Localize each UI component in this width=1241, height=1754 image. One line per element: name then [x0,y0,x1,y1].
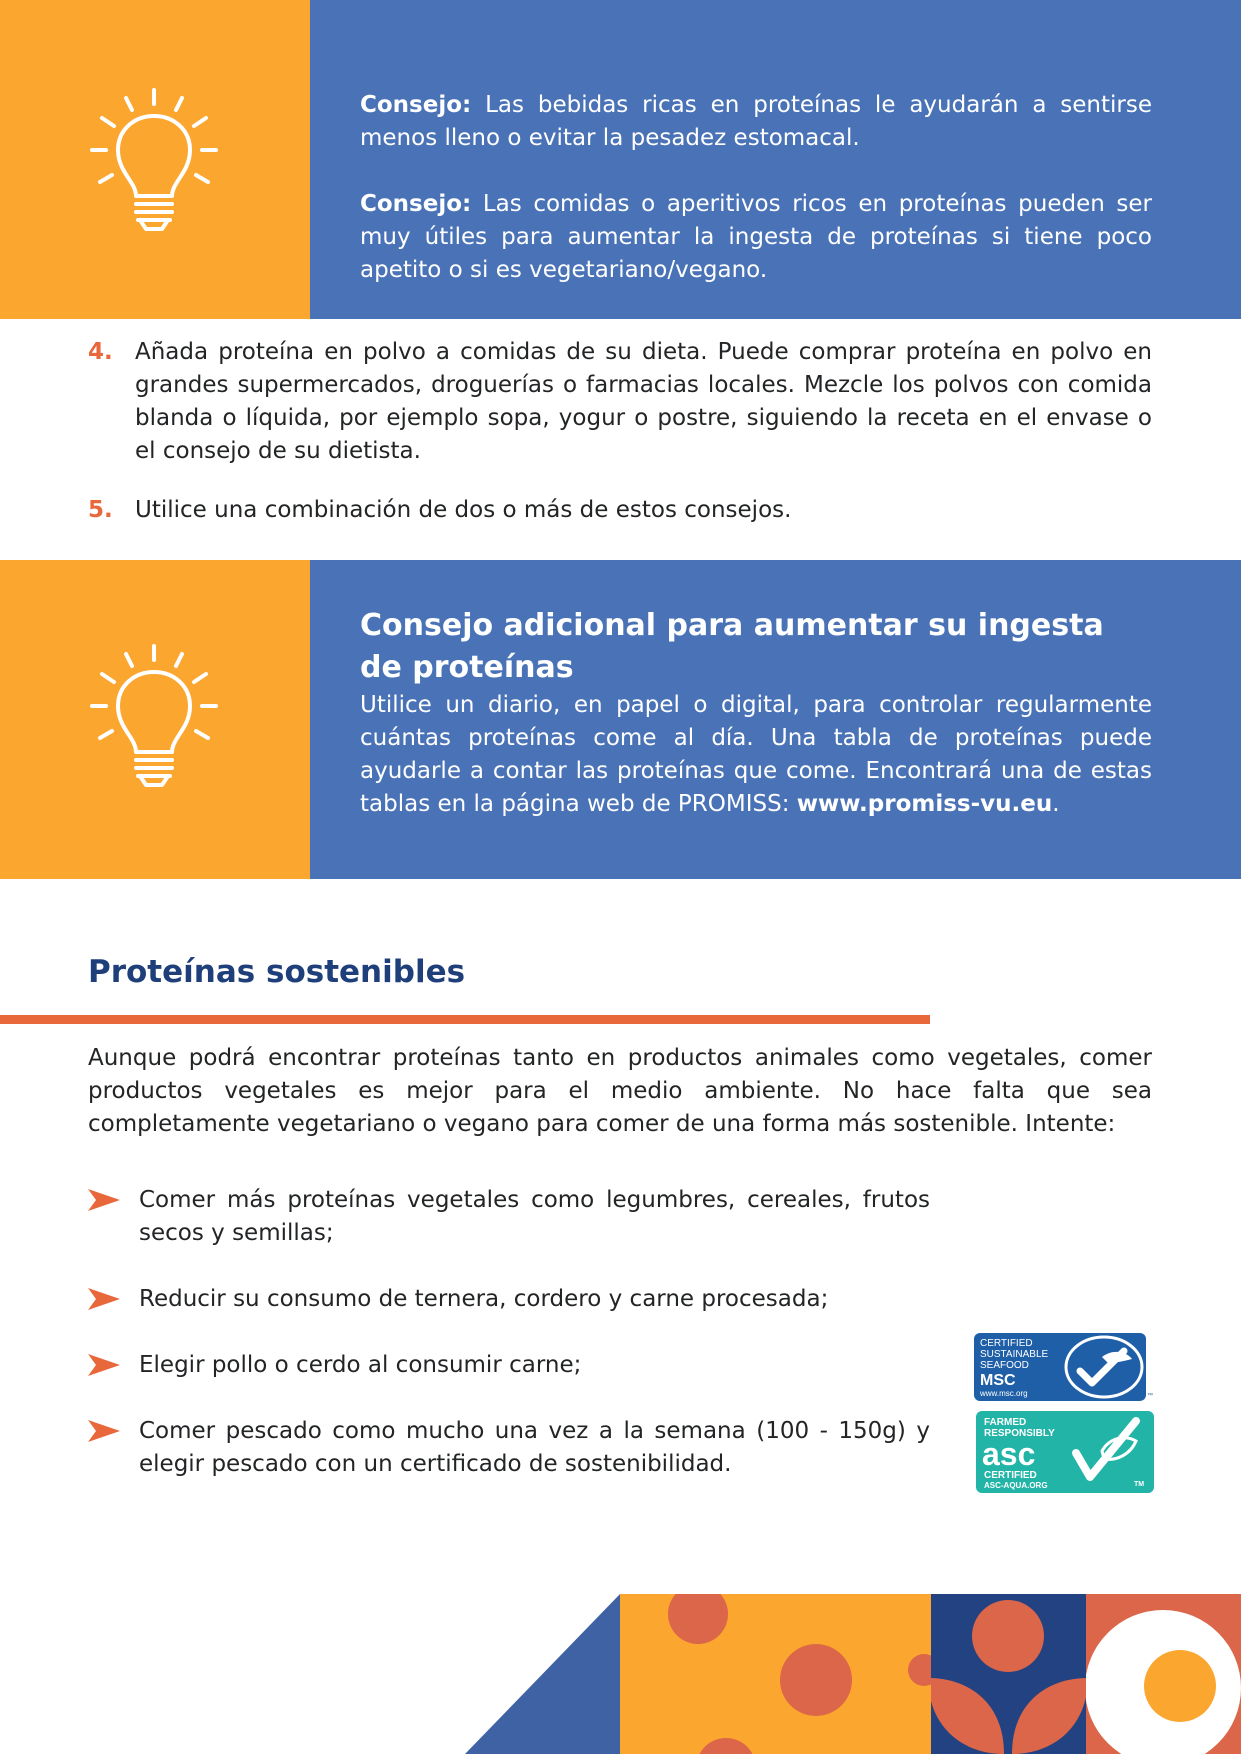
list-item [88,1184,930,1250]
asc-tm: TM [1134,1481,1145,1488]
extra-tip-title: Consejo adicional para aumentar su ingesta de proteínas [360,608,1104,685]
msc-logo [974,1333,1154,1401]
extra-tip-box [360,605,1152,821]
bullet-text: Comer pescado como mucho una vez a la semana (100 - 150g) y elegir pescado con un certificado de sostenibilidad. [139,1418,930,1477]
arrow-bullet-icon [88,1288,120,1310]
tip-2-label: Consejo: [360,191,472,217]
tip-2 [360,188,1152,287]
bullet-text: Reducir su consumo de ternera, cordero y carne procesada; [139,1286,829,1312]
bullet-list [88,1184,930,1514]
lightbulb-icon [86,86,226,236]
section-title: Proteínas sostenibles [88,954,466,990]
tip-1-text: Las bebidas ricas en proteínas le ayudarán a sentirse menos lleno o evitar la pesadez estomacal. [360,92,1152,151]
arrow-bullet-icon [88,1189,120,1211]
asc-logo [976,1411,1154,1493]
arrow-bullet-icon [88,1420,120,1442]
step-item [88,494,1152,527]
extra-tip-body: Utilice un diario, en papel o digital, para controlar regularmente cuántas proteínas come al día. Una tabla de proteínas puede ayudarle a contar las proteínas que come. Encontrará una de estas tablas en la página web de PROMISS: [360,692,1152,817]
list-item [88,1349,930,1382]
asc-url: ASC-AQUA.ORG [984,1481,1048,1490]
asc-brand: asc [982,1436,1036,1472]
decorative-footer-pattern [0,1594,1241,1754]
tip-text-box [360,89,1152,287]
msc-url: www.msc.org [980,1389,1028,1398]
step-text: Utilice una combinación de dos o más de estos consejos. [135,497,792,523]
step-item [88,336,1152,468]
msc-tm: ™ [1147,1393,1153,1399]
step-text: Añada proteína en polvo a comidas de su dieta. Puede comprar proteína en polvo en grandes supermercados, droguerías o farmacias locales. Mezcle los polvos con comida blanda o líquida, por ejemplo sopa, yogur o postre, siguiendo la receta en el envase o el consejo de su dietista. [135,339,1152,464]
tip-band-1 [0,0,1241,319]
msc-brand: MSC [980,1372,1016,1389]
step-number: 4. [88,339,113,365]
promiss-link[interactable]: www.promiss-vu.eu [796,791,1053,817]
extra-tip-text [360,689,1152,821]
extra-tip-end: . [1052,791,1060,817]
tip-1-label: Consejo: [360,92,472,118]
asc-line2: RESPONSIBLY [984,1428,1055,1439]
bullet-text: Comer más proteínas vegetales como legumbres, cereales, frutos secos y semillas; [139,1187,930,1246]
step-number: 5. [88,497,113,523]
tip-2-text: Las comidas o aperitivos ricos en proteínas pueden ser muy útiles para aumentar la ingesta de proteínas si tiene poco apetito o si es vegetariano/vegano. [360,191,1152,283]
lightbulb-icon [86,642,226,792]
asc-line3: CERTIFIED [984,1470,1037,1481]
list-item [88,1415,930,1481]
tip-1 [360,89,1152,155]
msc-line1: CERTIFIED [980,1338,1033,1349]
msc-line3: SEAFOOD [980,1360,1029,1371]
section-divider [0,1015,930,1024]
arrow-bullet-icon [88,1354,120,1376]
asc-line1: FARMED [984,1417,1027,1428]
list-item [88,1283,930,1316]
section-intro: Aunque podrá encontrar proteínas tanto en productos animales como vegetales, comer productos vegetales es mejor para el medio ambiente. No hace falta que sea completamente vegetariano o vegano para comer de una forma más sostenible. Intente: [88,1045,1152,1137]
tip-band-2 [0,560,1241,879]
msc-line2: SUSTAINABLE [980,1349,1049,1360]
bullet-text: Elegir pollo o cerdo al consumir carne; [139,1352,582,1378]
numbered-steps [88,336,1152,553]
